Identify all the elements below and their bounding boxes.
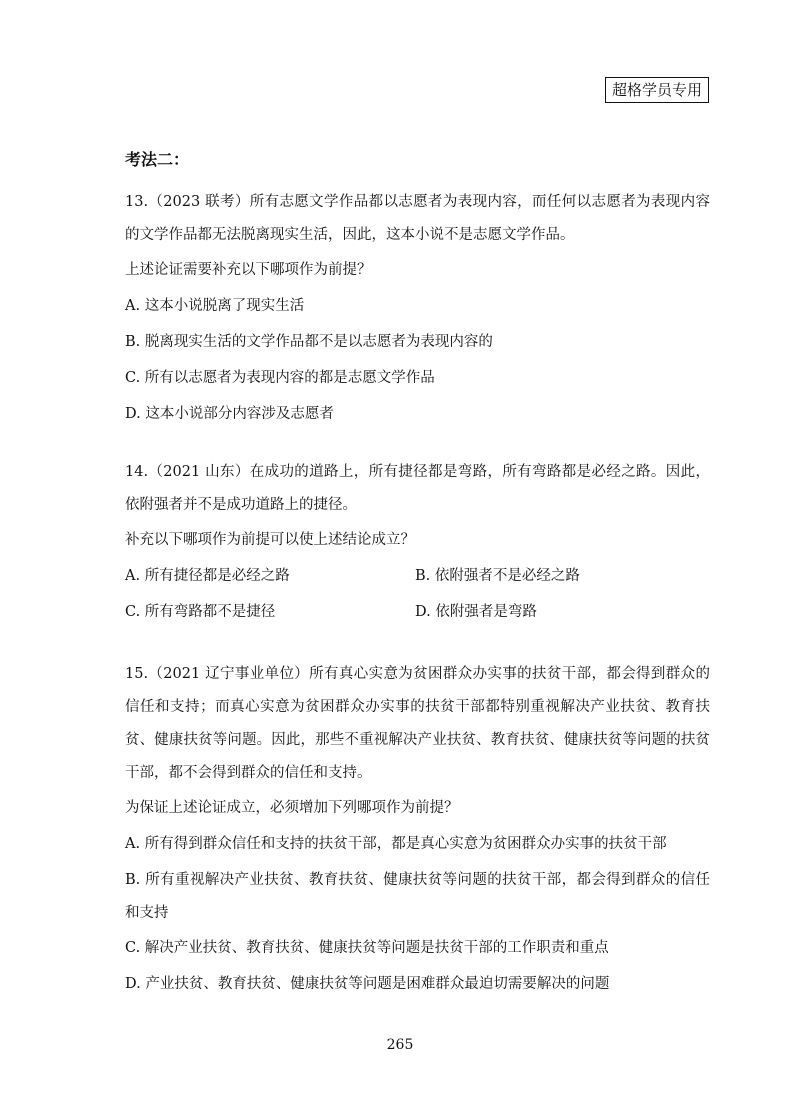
options-row	[125, 594, 710, 630]
question-prompt: 补充以下哪项作为前提可以使上述结论成立？	[125, 532, 415, 548]
question-14	[125, 456, 710, 630]
option-a: A. 所有得到群众信任和支持的扶贫干部，都是真心实意为贫困群众办实事的扶贫干部	[125, 836, 667, 852]
option-b: B. 依附强者不是必经之路	[415, 568, 580, 584]
option-c: C. 解决产业扶贫、教育扶贫、健康扶贫等问题是扶贫干部的工作职责和重点	[125, 940, 609, 956]
option-c: C. 所有弯路都不是捷径	[125, 604, 276, 620]
option-c: C. 所有以志愿者为表现内容的都是志愿文学作品	[125, 370, 435, 386]
question-prompt: 上述论证需要补充以下哪项作为前提？	[125, 262, 372, 278]
option-a: A. 所有捷径都是必经之路	[125, 568, 290, 584]
option-d: D. 产业扶贫、教育扶贫、健康扶贫等问题是困难群众最迫切需要解决的问题	[125, 976, 610, 992]
question-stem: 14.（2021 山东）在成功的道路上，所有捷径都是弯路，所有弯路都是必经之路。因此，依附强者并不是成功道路上的捷径。	[125, 464, 710, 513]
option-d: D. 依附强者是弯路	[415, 604, 537, 620]
option-a: A. 这本小说脱离了现实生活	[125, 298, 305, 314]
page-number: 265	[386, 1037, 414, 1053]
option-b: B. 所有重视解决产业扶贫、教育扶贫、健康扶贫等问题的扶贫干部，都会得到群众的信任和支持	[125, 872, 710, 921]
question-stem: 13.（2023 联考）所有志愿文学作品都以志愿者为表现内容，而任何以志愿者为表现内容的文学作品都无法脱离现实生活，因此，这本小说不是志愿文学作品。	[125, 194, 710, 243]
section-title: 考法二：	[125, 150, 190, 169]
question-15	[125, 658, 710, 1002]
exclusive-use-label: 超格学员专用	[605, 77, 709, 103]
question-stem: 15.（2021 辽宁事业单位）所有真心实意为贫困群众办实事的扶贫干部，都会得到群众的信任和支持；而真心实意为贫困群众办实事的扶贫干部都特别重视解决产业扶贫、教育扶贫、健康扶贫等问题。因此，那些不重视解决产业扶贫、教育扶贫、健康扶贫等问题的扶贫干部，都不会得到群众的信任和支持。	[125, 666, 710, 781]
question-prompt: 为保证上述论证成立，必须增加下列哪项作为前提？	[125, 800, 459, 816]
question-13	[125, 186, 710, 432]
option-d: D. 这本小说部分内容涉及志愿者	[125, 406, 334, 422]
option-b: B. 脱离现实生活的文学作品都不是以志愿者为表现内容的	[125, 334, 493, 350]
options-row	[125, 558, 710, 594]
